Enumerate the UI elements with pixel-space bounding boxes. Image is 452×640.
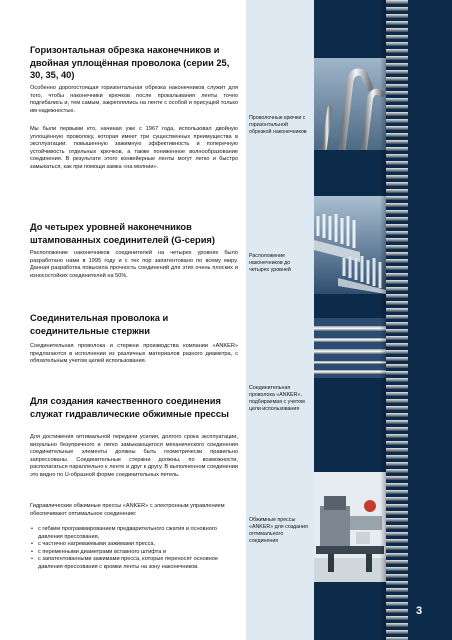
section-paragraph: Для достижения оптимальной передачи усилия, долгого срока эксплуатации, визуально безупречного и легко замыкающегося механического соединения соединительные элементы должны быть геометрически правильно запрессованы. Соединительные стержни должны, по возможности, располагаться параллельно к ленте и друг к другу. В выполненном соединении это видно по U-образной форме соединительных петель. [30, 434, 238, 478]
wire-hooks-photo [314, 58, 386, 150]
section-paragraph: Гидравлические обжимные прессы «ANKER» с электронным управлением обеспечивают оптимальное соединение: [30, 503, 225, 517]
photo-caption: Соединительная проволока «ANKER», подбираемая с учетом цели использования [249, 385, 305, 412]
list-item: • с гибким программированием предварительного сжатия и основного давления прессования, [30, 526, 238, 541]
hydraulic-press-photo [314, 472, 386, 582]
section-paragraph: Особенно дорогостоящая горизонтальная обрезка наконечников служит для того, чтобы наконечники крючков после прокалывания ленты точно подгибались и, тем самым, закреплялись на ленте с особой и присущей только им надежностью. [30, 85, 238, 114]
staple-fasteners-photo [314, 196, 386, 294]
section-title: До четырех уровней наконечников штампованных соединителей (G-серия) [30, 222, 215, 245]
connecting-rods-photo [314, 318, 386, 378]
list-item: • с частично нагреваемыми зажимами пресса, [30, 541, 238, 549]
photo-caption: Проволочные крючки с горизонтальной обрезкой наконечников [249, 115, 307, 135]
section-title: Горизонтальная обрезка наконечников и двойная уплощённая проволока (серии 25, 30, 35, 40) [30, 45, 230, 80]
section-paragraph: Мы были первыми кто, начиная уже с 1967 года, использовал двойную уплощённую проволоку, которая имеет три существенных преимущества в эксплуатации: повышенную зажимную эффективность и поперечную устойчивость отдельных крючков, а также пониженное волнообразование соединения. В результате этого конвейерные ленты могут легко и быстро замыкаться, как при помощи замка «на молнии». [30, 126, 238, 170]
page-number: 3 [416, 605, 423, 617]
section-title: Для создания качественного соединения служат гидравлические обжимные прессы [30, 396, 229, 419]
section-paragraph: Расположение наконечников соединителей на четырех уровнях было разработано нами в 1995 году и с тех пор запатентовано по всему миру. Данная разработка повысила прочность соединений для этих очень плоских и износостойких соединителей на 50%. [30, 250, 238, 279]
section-paragraph: Соединительная проволока и стержни производства компании «ANKER» предлагаются в исполнении из различных материалов разного диаметра, с обязательным учетом целей использования. [30, 343, 238, 365]
photo-caption: Обжимные прессы «ANKER» для создания оптимального соединения [249, 517, 308, 544]
list-item: • с переменными диаметрами вставного штифта и [30, 549, 238, 557]
list-item: • с запатентованными зажимами пресса, которые переносят основное давления прессования с кромки ленты на зону наконечников. [30, 556, 238, 571]
feature-list [30, 526, 238, 572]
spiral-binding [386, 0, 408, 640]
section-title: Соединительная проволока и соединительные стержни [30, 313, 169, 336]
photo-caption: Расположение наконечников до четырех уровней [249, 253, 291, 273]
